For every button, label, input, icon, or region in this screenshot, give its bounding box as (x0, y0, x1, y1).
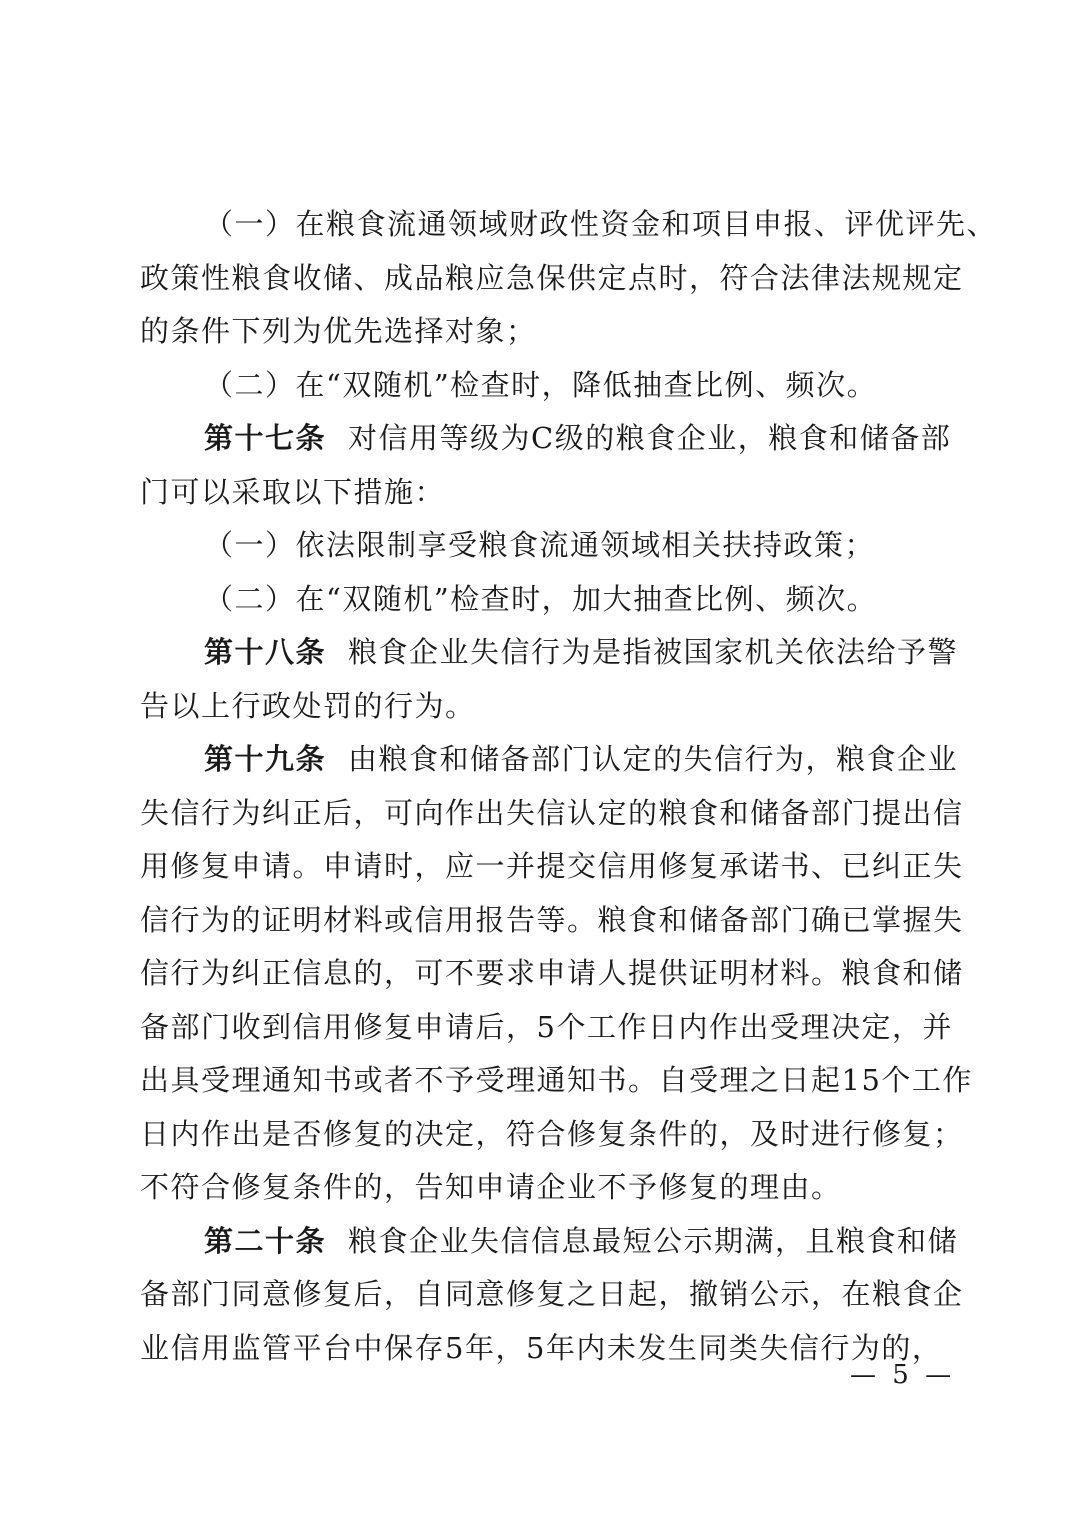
text-line: 失信行为纠正后，可向作出失信认定的粮食和储备部门提出信 (140, 795, 964, 830)
body-text (140, 198, 998, 1375)
text-line: 信行为纠正信息的，可不要求申请人提供证明材料。粮食和储 (140, 956, 964, 990)
text-line: （一）在粮食流通领域财政性资金和项目申报、评优评先、 (204, 207, 998, 241)
text-line: 备部门收到信用修复申请后，5个工作日内作出受理决定，并 (140, 1009, 953, 1044)
article-heading-line: 第二十条 粮食企业失信信息最短公示期满，且粮食和储 (204, 1223, 959, 1258)
text-line: （二）在“双随机”检查时，加大抽查比例、频次。 (204, 581, 878, 616)
text-line: 出具受理通知书或者不予受理通知书。自受理之日起15个工作 (140, 1063, 973, 1097)
page-number: — 5 — (850, 1360, 956, 1390)
text-line: 政策性粮食收储、成品粮应急保供定点时，符合法律法规规定 (140, 260, 964, 295)
text-line: 业信用监管平台中保存5年，5年内未发生同类失信行为的， (140, 1330, 943, 1365)
text-line: 备部门同意修复后，自同意修复之日起，撤销公示，在粮食企 (140, 1277, 964, 1311)
text-line: 用修复申请。申请时，应一并提交信用修复承诺书、已纠正失 (140, 849, 964, 883)
text-line: 告以上行政处罚的行为。 (140, 688, 476, 723)
text-line: 的条件下列为优先选择对象； (140, 314, 537, 348)
article-heading-line: 第十九条 由粮食和储备部门认定的失信行为，粮食企业 (204, 742, 959, 776)
text-line: 日内作出是否修复的决定，符合修复条件的，及时进行修复； (140, 1116, 964, 1151)
article-number: 第十八条 (204, 635, 327, 669)
text-line: （一）依法限制享受粮食流通领域相关扶持政策； (204, 528, 876, 562)
text-line: 门可以采取以下措施： (140, 474, 446, 509)
article-number: 第十九条 (204, 742, 327, 776)
text-line: 信行为的证明材料或信用报告等。粮食和储备部门确已掌握失 (140, 902, 964, 937)
text-line: （二）在“双随机”检查时，降低抽查比例、频次。 (204, 367, 878, 402)
text-line: 不符合修复条件的，告知申请企业不予修复的理由。 (140, 1170, 842, 1204)
article-number: 第二十条 (204, 1223, 327, 1258)
article-heading-line: 第十八条 粮食企业失信行为是指被国家机关依法给予警 (204, 635, 959, 669)
article-heading-line: 第十七条 对信用等级为C级的粮食企业，粮食和储备部 (204, 421, 952, 455)
article-number: 第十七条 (204, 421, 327, 455)
